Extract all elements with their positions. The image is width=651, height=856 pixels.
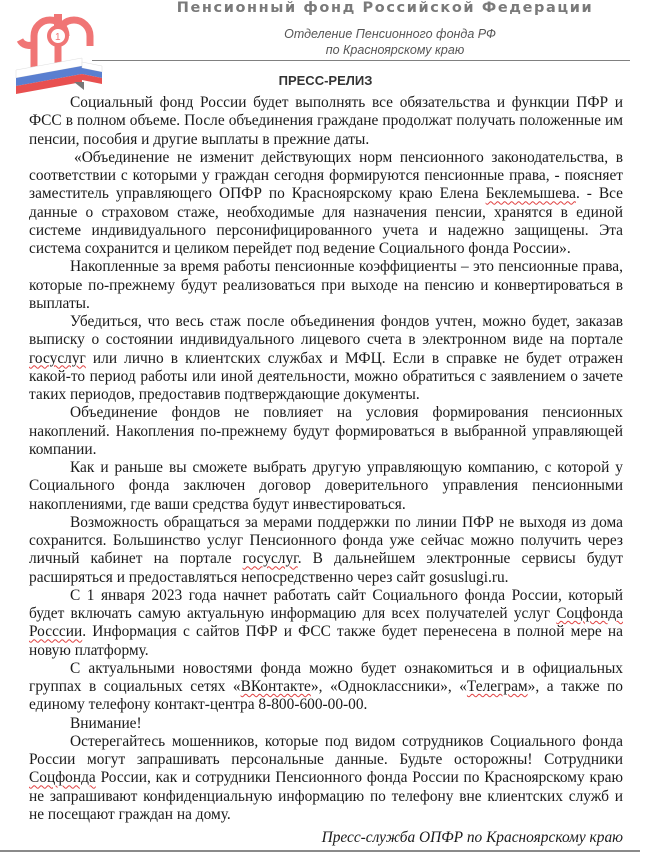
text-run: Остерегайтесь мошенников, которые под видом сотрудников Социального фонда России могут запрашивать персональные данные. Будьте осторожны! Сотрудники <box>29 732 623 768</box>
footer-divider <box>0 850 640 852</box>
spellcheck-flagged-word[interactable]: Телеграм <box>466 678 528 695</box>
paragraph: Объединение фондов не повлияет на условия формирования пенсионных накоплений. Накопления по-прежнему будут формироваться в выбранной управляющей компании. <box>29 404 623 458</box>
paragraph: Как и раньше вы сможете выбрать другую управляющую компанию, с которой у Социального фонда заключен договор доверительного управления пенсионными накоплениями, где ваши средства будут инвестироваться. <box>29 459 623 513</box>
text-run: «Объединение не изменит действующих норм пенсионного законодательства, в соответствии с которыми у граждан сегодня формируются пенсионные права, - поясняет заместитель управляющего ОПФР по Красноярскому краю Елена <box>29 148 623 203</box>
paragraph <box>29 313 623 404</box>
text-run: », а также по единому телефону контакт-центра 8-800-600-00-00. <box>29 678 624 714</box>
paragraph: Накопленные за время работы пенсионные коэффициенты – это пенсионные права, которые по-прежнему будут реализоваться при выходе на пенсию и конвертироваться в выплаты. <box>29 258 623 312</box>
paragraph <box>29 733 623 824</box>
paragraph <box>29 514 623 587</box>
spellcheck-flagged-word[interactable]: Росссии <box>29 623 83 641</box>
paragraph: Социальный фонд России будет выполнять все обязательства и функции ПФР и ФСС в полном объеме. После объединения граждане продолжат получать положенные им пенсии, пособия и другие выплаты в прежние даты. <box>29 94 623 148</box>
paragraph <box>29 587 623 660</box>
text-run: или лично в клиентских службах и МФЦ. Если в справке не будет отражен какой-то период работы или иной деятельности, можно обратиться с заявлением о зачете таких периодов, предоставив подтверждающие документы. <box>29 349 623 403</box>
press-release-body <box>29 94 623 824</box>
text-run: . Информация с сайтов ПФР и ФСС также будет перенесена в полной мере на новую платформу. <box>29 623 623 659</box>
spellcheck-flagged-word[interactable]: Соцфонда <box>29 769 96 787</box>
document-type-label: ПРЕСС-РЕЛИЗ <box>278 73 373 88</box>
paragraph-attention: Внимание! <box>70 714 142 732</box>
text-run: С актуальными новостями фонда можно будет ознакомиться и в официальных группах в социальных сетях « <box>29 659 623 695</box>
branch-name <box>190 26 590 58</box>
paragraph <box>29 149 623 259</box>
spellcheck-flagged-word[interactable]: госуслуг <box>29 349 86 367</box>
header-divider <box>92 60 630 61</box>
spellcheck-flagged-word[interactable]: Соцфонда <box>556 605 623 622</box>
text-run: С 1 января 2023 года начнет работать сайт Социального фонда России, который будет включать самую актуальную информацию для всех получателей услуг <box>29 586 623 622</box>
branch-line-2: по Красноярскому краю <box>325 43 465 57</box>
spellcheck-flagged-word[interactable]: Беклемышева <box>485 185 576 203</box>
organization-title: Пенсионный фонд Российской Федерации <box>176 0 594 16</box>
spellcheck-flagged-word[interactable]: госуслуг <box>242 550 298 568</box>
paragraph <box>29 660 623 715</box>
press-service-signature: Пресс-служба ОПФР по Красноярскому краю <box>321 829 623 846</box>
text-run: . - Все данные о страховом стаже, необходимые для назначения пенсии, хранятся в единой системе индивидуального персонифицированного учета и надежно защищены. Эта система сохранится и целиком перейдет под ведение Социального фонда России». <box>29 185 623 257</box>
spellcheck-flagged-word[interactable]: ВКонтакте <box>240 678 311 695</box>
text-run: », «Одноклассники», « <box>310 678 467 695</box>
branch-line-1: Отделение Пенсионного фонда РФ <box>284 27 496 41</box>
text-run: Возможность обращаться за мерами поддержки по линии ПФР не выходя из дома сохранится. Большинство услуг Пенсионного фонда уже сейчас можно получить через личный кабинет на портале <box>29 513 623 568</box>
text-run: . В дальнейшем электронные сервисы будут расширяться и предоставляться непосредственно через сайт gosuslugi.ru. <box>29 550 623 586</box>
text-run: Убедиться, что весь стаж после объединения фондов учтен, можно будет, заказав выписку о состоянии индивидуального лицевого счета в электронном виде на портале <box>29 313 623 349</box>
text-run: России, как и сотрудники Пенсионного фонда России по Красноярскому краю не запрашивают конфиденциальную информацию по телефону вне клиентских служб и не посещают граждан на дому. <box>29 769 623 823</box>
svg-text:1: 1 <box>55 32 61 43</box>
